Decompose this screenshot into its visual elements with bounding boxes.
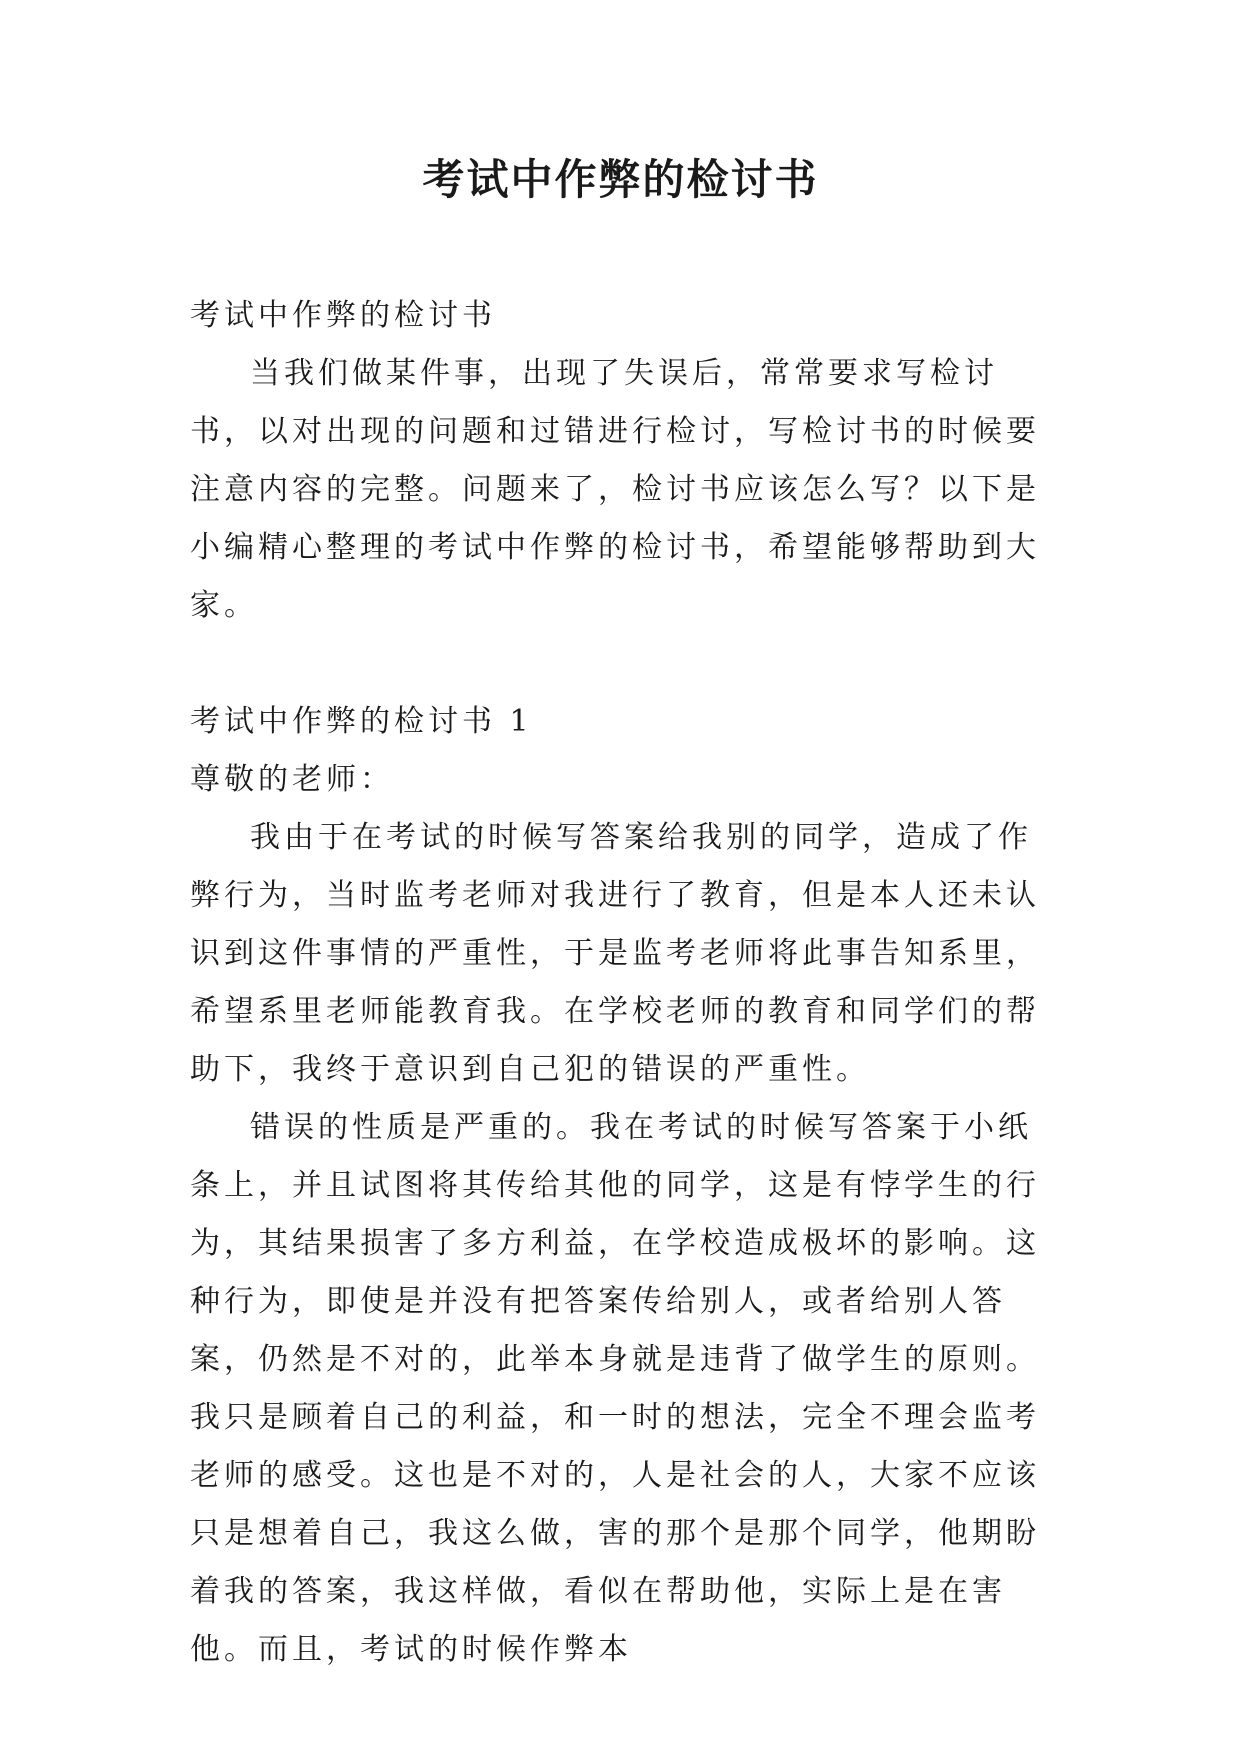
intro-paragraph: 当我们做某件事，出现了失误后，常常要求写检讨书，以对出现的问题和过错进行检讨，写检讨书的时候要注意内容的完整。问题来了，检讨书应该怎么写？以下是小编精心整理的考试中作弊的检讨书，希望能够帮助到大家。 (190, 356, 1040, 623)
salutation: 尊敬的老师： (190, 762, 394, 797)
page-title: 考试中作弊的检讨书 (422, 155, 819, 204)
section-spacer (190, 635, 1060, 693)
document-subtitle: 考试中作弊的检讨书 (190, 298, 496, 333)
document-body (190, 287, 1060, 1679)
body-paragraph-1: 我由于在考试的时候写答案给我别的同学，造成了作弊行为，当时监考老师对我进行了教育，但是本人还未认识到这件事情的严重性，于是监考老师将此事告知系里，希望系里老师能教育我。在学校老师的教育和同学们的帮助下，我终于意识到自己犯的错误的严重性。 (190, 820, 1040, 1087)
body-paragraph-2: 错误的性质是严重的。我在考试的时候写答案于小纸条上，并且试图将其传给其他的同学，这是有悖学生的行为，其结果损害了多方利益，在学校造成极坏的影响。这种行为，即使是并没有把答案传给别人，或者给别人答案，仍然是不对的，此举本身就是违背了做学生的原则。我只是顾着自己的利益，和一时的想法，完全不理会监考老师的感受。这也是不对的，人是社会的人，大家不应该只是想着自己，我这么做，害的那个是那个同学，他期盼着我的答案，我这样做，看似在帮助他，实际上是在害他。而且，考试的时候作弊本 (190, 1110, 1040, 1667)
section-heading: 考试中作弊的检讨书 1 (190, 704, 533, 739)
